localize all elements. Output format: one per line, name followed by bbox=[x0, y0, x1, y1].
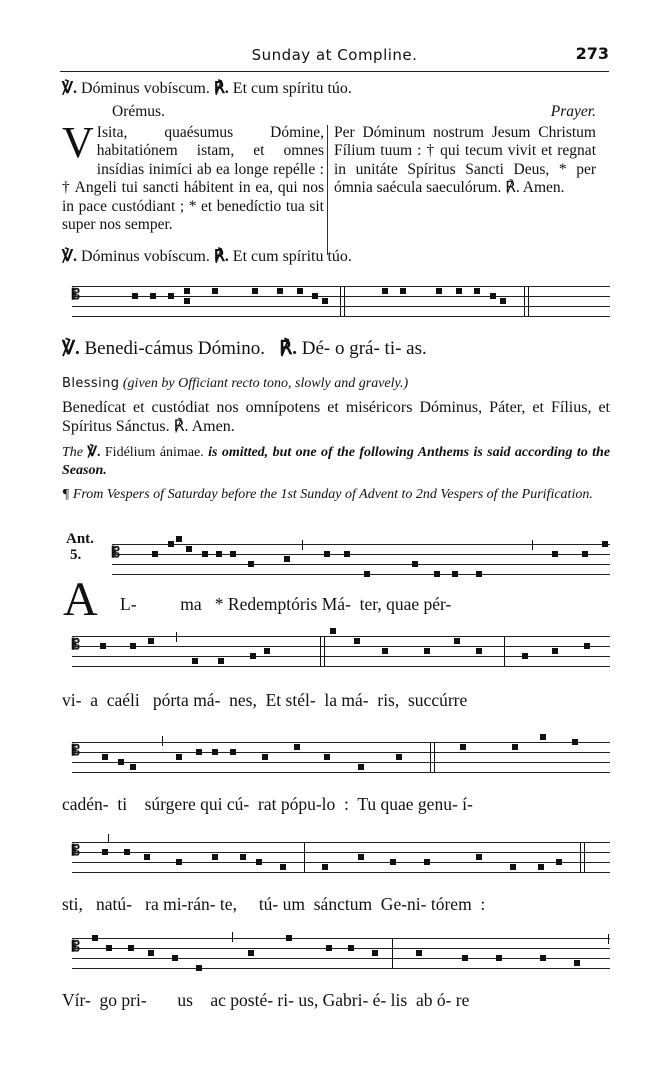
staff-line bbox=[72, 636, 610, 637]
neume-note bbox=[262, 754, 268, 760]
bar-line bbox=[430, 742, 431, 772]
neume-note bbox=[552, 648, 558, 654]
neume-note bbox=[344, 551, 350, 557]
c-clef-icon: 𝄡 bbox=[72, 287, 80, 303]
neume-note bbox=[212, 288, 218, 294]
neume-note bbox=[582, 551, 588, 557]
neume-note bbox=[540, 734, 546, 740]
neume-note bbox=[202, 551, 208, 557]
neume-note bbox=[248, 561, 254, 567]
neume-note bbox=[264, 648, 270, 654]
neume-note bbox=[500, 298, 506, 304]
staff-line bbox=[72, 862, 610, 863]
neume-note bbox=[574, 960, 580, 966]
neume-note bbox=[286, 935, 292, 941]
neume-note bbox=[390, 859, 396, 865]
antiphon-lyric-4: sti, natú- ra mi-rán- te, tú- um sánctum Ge-ni- tórem : bbox=[62, 894, 486, 914]
neume-note bbox=[277, 288, 283, 294]
neume-note bbox=[212, 749, 218, 755]
bar-line bbox=[504, 636, 505, 666]
bar-line bbox=[304, 842, 305, 872]
neume-note bbox=[196, 749, 202, 755]
neume-note bbox=[184, 298, 190, 304]
antiphon-lyric-1: L- ma * Redemptóris Má- ter, quae pér- bbox=[120, 594, 452, 614]
staff-line bbox=[112, 574, 610, 575]
neume-note bbox=[118, 759, 124, 765]
bar-line bbox=[344, 286, 345, 316]
neume-note bbox=[284, 556, 290, 562]
neume-note bbox=[148, 638, 154, 644]
chant-staff-benedicamus bbox=[72, 282, 610, 322]
neume-note bbox=[294, 744, 300, 750]
neume-note bbox=[322, 864, 328, 870]
benedicamus-line bbox=[62, 337, 427, 360]
neume-note bbox=[256, 859, 262, 865]
staff-line bbox=[112, 554, 610, 555]
neume-note bbox=[452, 571, 458, 577]
neume-note bbox=[186, 546, 192, 552]
prayer-heading: Prayer. bbox=[550, 103, 596, 120]
neume-note bbox=[250, 653, 256, 659]
neume-note bbox=[584, 643, 590, 649]
neume-note bbox=[460, 744, 466, 750]
neume-note bbox=[382, 288, 388, 294]
staff-line bbox=[112, 544, 610, 545]
bar-line bbox=[340, 286, 341, 316]
neume-note bbox=[512, 744, 518, 750]
neume-note bbox=[92, 935, 98, 941]
blessing-label: Blessing bbox=[62, 376, 120, 391]
bar-line bbox=[532, 540, 533, 550]
rubric-versicle-symbol: ℣. bbox=[87, 445, 101, 460]
chant-staff-4 bbox=[72, 834, 610, 884]
bar-line bbox=[324, 636, 325, 666]
neume-note bbox=[462, 955, 468, 961]
oremus-heading: Orémus. bbox=[112, 103, 165, 120]
neume-note bbox=[184, 288, 190, 294]
bar-line bbox=[528, 286, 529, 316]
neume-note bbox=[476, 648, 482, 654]
neume-note bbox=[212, 854, 218, 860]
neume-note bbox=[130, 643, 136, 649]
neume-note bbox=[280, 864, 286, 870]
neume-note bbox=[102, 849, 108, 855]
staff-line bbox=[72, 938, 610, 939]
neume-note bbox=[476, 854, 482, 860]
staff-line bbox=[72, 306, 610, 307]
staff-line bbox=[72, 742, 610, 743]
antiphon-lyric-2: vi- a caéli pórta má- nes, Et stél- la má- ris, succúrre bbox=[62, 690, 468, 710]
prayer-section bbox=[62, 103, 610, 258]
chant-staff-5 bbox=[72, 930, 610, 980]
chant-staff-1 bbox=[112, 540, 610, 584]
antiphon-number: 5. bbox=[70, 547, 82, 563]
benedicamus-response: Dé- o grá- ti- as. bbox=[301, 338, 427, 359]
c-clef-icon: 𝄡 bbox=[72, 637, 80, 653]
neume-note bbox=[218, 658, 224, 664]
neume-note bbox=[358, 764, 364, 770]
neume-note bbox=[348, 945, 354, 951]
staff-line bbox=[72, 762, 610, 763]
bar-line bbox=[176, 632, 177, 642]
response-text: Et cum spíritu túo. bbox=[232, 248, 352, 265]
neume-note bbox=[130, 764, 136, 770]
neume-note bbox=[510, 864, 516, 870]
running-title: Sunday at Compline. bbox=[251, 46, 418, 64]
prayer-left-column bbox=[62, 103, 324, 235]
bar-line bbox=[608, 934, 609, 944]
neume-note bbox=[522, 653, 528, 659]
neume-note bbox=[172, 955, 178, 961]
staff-line bbox=[72, 316, 610, 317]
neume-note bbox=[412, 561, 418, 567]
neume-note bbox=[364, 571, 370, 577]
blessing-rubric: (given by Officiant recto tono, slowly and gravely.) bbox=[122, 376, 409, 391]
bar-line bbox=[320, 636, 321, 666]
neume-note bbox=[312, 293, 318, 299]
neume-note bbox=[496, 955, 502, 961]
bar-line bbox=[162, 736, 163, 746]
neume-note bbox=[102, 754, 108, 760]
neume-note bbox=[100, 643, 106, 649]
page-number: 273 bbox=[575, 44, 609, 63]
bar-line bbox=[392, 938, 393, 968]
versicle-symbol: ℣. bbox=[62, 80, 77, 97]
neume-note bbox=[400, 288, 406, 294]
staff-line bbox=[72, 666, 610, 667]
antiphon-label bbox=[66, 531, 94, 563]
staff-line bbox=[112, 564, 610, 565]
bar-line bbox=[434, 742, 435, 772]
antiphon-label-word: Ant. bbox=[66, 531, 94, 547]
neume-note bbox=[424, 859, 430, 865]
rubric-rest: is omitted, but one of the following Anthems is said according to the Season. bbox=[62, 445, 611, 478]
response-symbol: ℟. bbox=[213, 80, 229, 97]
neume-note bbox=[474, 288, 480, 294]
neume-note bbox=[192, 658, 198, 664]
neume-note bbox=[416, 950, 422, 956]
blessing-text: Benedícat et custódiat nos omnípotens et miséricors Dóminus, Páter, et Fílius, et Spíritus Sánctus. ℟. Amen. bbox=[62, 399, 610, 435]
prayer-left-text: Isita, quaésumus Dómine, habitatiónem istam, et omnes insídias inimíci ab ea longe repélle : † Angeli tui sancti hábitent in ea, qui nos in pace custódiant ; * et benedíctio tua sit super nos semper. bbox=[62, 123, 324, 233]
neume-note bbox=[144, 854, 150, 860]
staff-line bbox=[72, 842, 610, 843]
staff-line bbox=[72, 772, 610, 773]
bar-line bbox=[232, 932, 233, 942]
neume-note bbox=[176, 536, 182, 542]
antiphon-initial: A bbox=[63, 573, 98, 626]
c-clef-icon: 𝄡 bbox=[72, 843, 80, 859]
antiphon-lyric-5: Vír- go pri- us ac posté- ri- us, Gabri- é- lis ab ó- re bbox=[62, 990, 470, 1010]
neume-note bbox=[326, 945, 332, 951]
neume-note bbox=[354, 638, 360, 644]
response-text: Et cum spíritu túo. bbox=[232, 80, 352, 97]
neume-note bbox=[297, 288, 303, 294]
benedicamus-versicle: Benedi-cámus Dómino. bbox=[84, 338, 265, 359]
response-symbol: ℟. bbox=[213, 248, 229, 265]
staff-line bbox=[72, 948, 610, 949]
neume-note bbox=[128, 945, 134, 951]
bar-line bbox=[584, 842, 585, 872]
neume-note bbox=[540, 955, 546, 961]
header-rule bbox=[60, 71, 609, 72]
neume-note bbox=[552, 551, 558, 557]
neume-note bbox=[556, 859, 562, 865]
neume-note bbox=[436, 288, 442, 294]
neume-note bbox=[424, 648, 430, 654]
staff-line bbox=[72, 958, 610, 959]
neume-note bbox=[252, 288, 258, 294]
neume-note bbox=[168, 541, 174, 547]
prayer-drop-cap: V bbox=[62, 117, 94, 167]
antiphon-lyric-3: cadén- ti súrgere qui cú- rat pópu-lo : Tu quae genu- í- bbox=[62, 794, 473, 814]
neume-note bbox=[196, 965, 202, 971]
chant-staff-3 bbox=[72, 734, 610, 782]
c-clef-icon: 𝄡 bbox=[72, 939, 80, 955]
neume-note bbox=[454, 638, 460, 644]
staff-line bbox=[72, 646, 610, 647]
neume-note bbox=[148, 950, 154, 956]
neume-note bbox=[106, 945, 112, 951]
neume-note bbox=[322, 298, 328, 304]
neume-note bbox=[456, 288, 462, 294]
neume-note bbox=[132, 293, 138, 299]
versicle-line-1 bbox=[62, 78, 352, 98]
neume-note bbox=[230, 551, 236, 557]
bar-line bbox=[524, 286, 525, 316]
neume-note bbox=[240, 854, 246, 860]
running-header bbox=[60, 46, 609, 68]
rubric-fidelium: Fidélium ánimae. bbox=[104, 445, 204, 460]
neume-note bbox=[176, 754, 182, 760]
neume-note bbox=[324, 551, 330, 557]
neume-note bbox=[324, 754, 330, 760]
neume-note bbox=[216, 551, 222, 557]
versicle-text: Dóminus vobíscum. bbox=[80, 248, 210, 265]
staff-line bbox=[72, 852, 610, 853]
neume-note bbox=[372, 950, 378, 956]
prayer-right-column bbox=[334, 103, 596, 198]
versicle-symbol: ℣. bbox=[62, 248, 77, 265]
versicle-text: Dóminus vobíscum. bbox=[80, 80, 210, 97]
neume-note bbox=[490, 293, 496, 299]
neume-note bbox=[150, 293, 156, 299]
versicle-symbol: ℣. bbox=[62, 338, 80, 359]
column-divider bbox=[327, 125, 328, 255]
neume-note bbox=[176, 859, 182, 865]
neume-note bbox=[572, 739, 578, 745]
c-clef-icon: 𝄡 bbox=[112, 545, 120, 561]
neume-note bbox=[168, 293, 174, 299]
neume-note bbox=[248, 950, 254, 956]
anthem-rubric bbox=[62, 444, 610, 480]
versicle-line-2 bbox=[62, 246, 352, 266]
c-clef-icon: 𝄡 bbox=[72, 743, 80, 759]
prayer-right-text: Per Dóminum nostrum Jesum Christum Fílium tuum : † qui tecum vivit et regnat in unitáte Spíritus Sancti Deus, * per ómnia saécula saeculórum. ℟. Amen. bbox=[334, 123, 596, 196]
neume-note bbox=[382, 648, 388, 654]
neume-note bbox=[434, 571, 440, 577]
neume-note bbox=[602, 541, 608, 547]
neume-note bbox=[358, 854, 364, 860]
bar-line bbox=[108, 834, 109, 842]
neume-note bbox=[230, 749, 236, 755]
staff-line bbox=[72, 752, 610, 753]
bar-line bbox=[580, 842, 581, 872]
response-symbol: ℟. bbox=[279, 338, 297, 359]
neume-note bbox=[538, 864, 544, 870]
staff-line bbox=[72, 286, 610, 287]
staff-line bbox=[72, 656, 610, 657]
chant-staff-2 bbox=[72, 628, 610, 676]
neume-note bbox=[396, 754, 402, 760]
bar-line bbox=[302, 540, 303, 550]
season-rubric: ¶ From Vespers of Saturday before the 1st Sunday of Advent to 2nd Vespers of the Purification. bbox=[62, 487, 593, 502]
staff-line bbox=[72, 872, 610, 873]
blessing-heading bbox=[62, 375, 610, 393]
neume-note bbox=[330, 628, 336, 634]
neume-note bbox=[476, 571, 482, 577]
staff-line bbox=[72, 968, 610, 969]
rubric-prefix: The bbox=[62, 445, 83, 460]
neume-note bbox=[152, 551, 158, 557]
neume-note bbox=[124, 849, 130, 855]
